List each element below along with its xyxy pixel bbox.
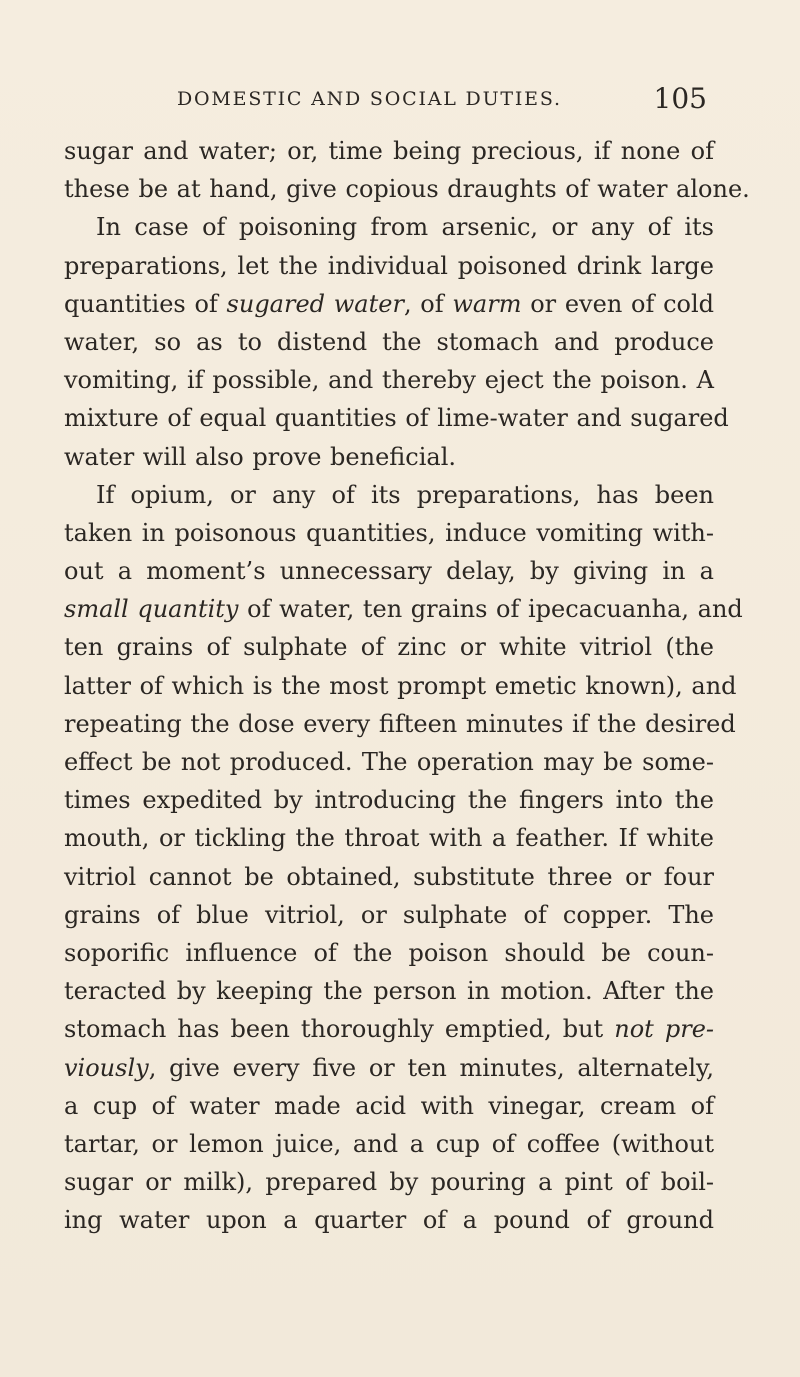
text-segment: effect be not produced. The operation may be some- [64, 748, 714, 776]
text-line [64, 132, 714, 170]
text-segment: , give every five or ten minutes, alternately, [148, 1053, 714, 1082]
text-segment: water will also prove beneficial. [64, 442, 457, 471]
text-segment: times expedited by introducing the fingers into the [64, 786, 714, 815]
text-segment: grains of blue vitriol, or sulphate of copper. The [64, 900, 714, 929]
text-segment: , of [403, 289, 453, 318]
text-line [64, 1010, 714, 1048]
italic-phrase: viously [64, 1053, 149, 1082]
text-line [64, 361, 714, 399]
text-segment: vitriol cannot be obtained, substitute three or four [64, 862, 714, 891]
text-line [64, 781, 714, 819]
text-segment: quantities of [64, 289, 227, 318]
text-line [64, 705, 736, 743]
italic-phrase: sugared water [226, 289, 404, 318]
text-line [64, 667, 737, 705]
text-segment: out a moment’s unnecessary delay, by giving in a [64, 557, 714, 586]
italic-phrase: not pre- [614, 1015, 715, 1044]
text-line [64, 1163, 714, 1201]
text-line [64, 552, 714, 590]
body-text [64, 132, 750, 1239]
text-segment: stomach has been thoroughly emptied, but [64, 1015, 615, 1044]
text-line [64, 819, 714, 857]
text-line [64, 972, 714, 1010]
text-line [64, 247, 714, 285]
text-segment: of water, ten grains of ipecacuanha, and [238, 595, 743, 624]
text-line [64, 1049, 714, 1087]
text-line [64, 743, 714, 781]
text-line [64, 1087, 714, 1125]
text-line [64, 514, 714, 552]
paragraph-first-line [64, 208, 714, 246]
text-segment: teracted by keeping the person in motion. After the [64, 977, 714, 1006]
text-line [64, 1125, 714, 1163]
text-segment: mixture of equal quantities of lime-water and sugared [64, 404, 729, 433]
text-line [64, 285, 714, 323]
text-segment: these be at hand, give copious draughts of water alone. [64, 175, 750, 204]
text-segment: latter of which is the most prompt emetic known), and [64, 671, 737, 700]
text-line [64, 896, 714, 934]
text-segment: repeating the dose every fifteen minutes if the desired [64, 709, 736, 738]
text-segment: preparations, let the individual poisoned drink large [64, 251, 714, 280]
text-segment: soporific influence of the poison should be coun- [64, 938, 714, 967]
running-title: DOMESTIC AND SOCIAL DUTIES. [177, 88, 562, 110]
italic-phrase: small quantity [64, 595, 239, 624]
text-segment: water, so as to distend the stomach and produce [64, 327, 714, 356]
text-line [64, 590, 743, 628]
text-segment: or even of cold [521, 289, 714, 318]
text-segment: vomiting, if possible, and thereby eject the poison. A [64, 366, 714, 395]
text-segment: sugar and water; or, time being precious, if none of [64, 137, 714, 165]
page-number: 105 [653, 82, 707, 115]
text-line [64, 858, 714, 896]
text-line [64, 628, 714, 666]
text-segment: taken in poisonous quantities, induce vomiting with- [64, 518, 714, 547]
text-segment: In case of poisoning from arsenic, or any of its [96, 213, 714, 242]
text-segment: a cup of water made acid with vinegar, cream of [64, 1091, 714, 1120]
text-segment: mouth, or tickling the throat with a feather. If white [64, 824, 714, 853]
text-segment: ing water upon a quarter of a pound of ground [64, 1206, 714, 1235]
text-line [64, 399, 729, 437]
text-line [64, 170, 750, 208]
text-segment: ten grains of sulphate of zinc or white vitriol (the [64, 633, 714, 662]
text-line [64, 1201, 714, 1239]
text-line [64, 934, 714, 972]
paragraph-first-line [64, 476, 714, 514]
paragraph-last-line [64, 438, 714, 476]
italic-phrase: warm [452, 289, 522, 318]
text-line [64, 323, 714, 361]
running-head [177, 82, 707, 118]
text-segment: tartar, or lemon juice, and a cup of coffee (without [64, 1129, 714, 1158]
text-segment: sugar or milk), prepared by pouring a pint of boil- [64, 1168, 714, 1197]
text-segment: If opium, or any of its preparations, has been [96, 480, 714, 509]
